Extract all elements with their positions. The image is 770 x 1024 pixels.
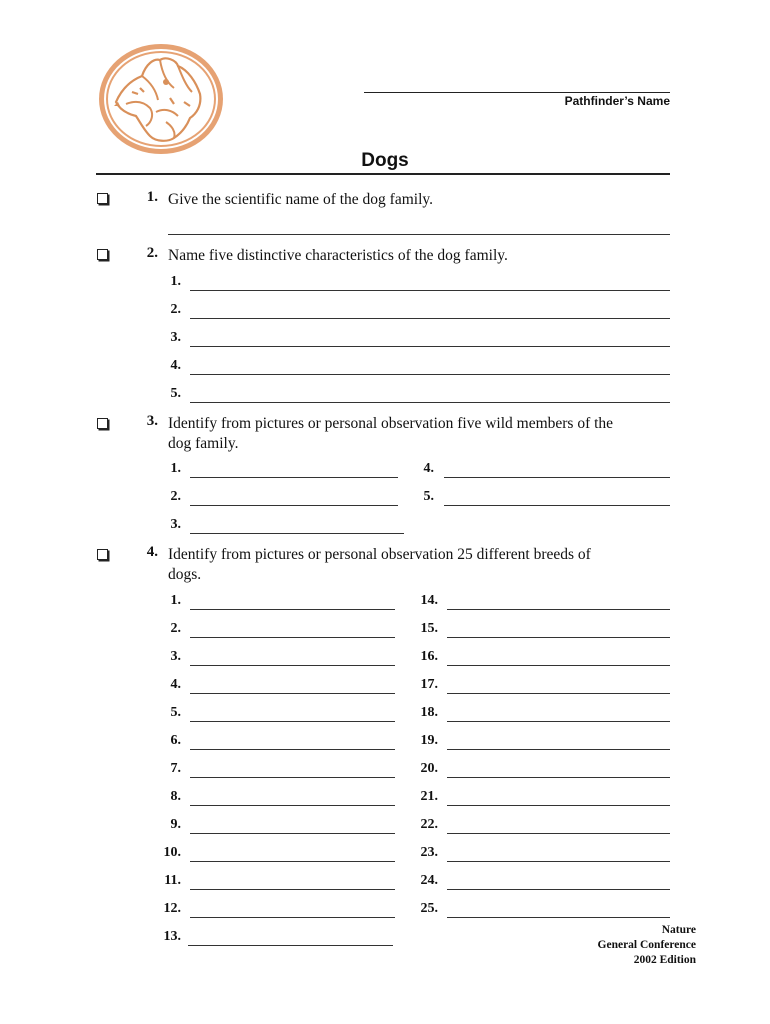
checkbox-icon[interactable] xyxy=(97,193,108,204)
answer-line[interactable] xyxy=(447,721,670,722)
item-number: 3. xyxy=(170,517,181,532)
answer-line[interactable] xyxy=(190,402,670,403)
item-number: 4. xyxy=(170,677,181,692)
item-number: 5. xyxy=(170,705,181,720)
requirement-text-line1: Identify from pictures or personal observation five wild members of the xyxy=(168,415,614,432)
answer-line[interactable] xyxy=(190,374,670,375)
requirement-number: 1. xyxy=(146,189,158,205)
footer-edition: 2002 Edition xyxy=(633,954,696,966)
footer-publisher: General Conference xyxy=(597,939,696,951)
item-number: 3. xyxy=(170,330,181,345)
item-number: 1. xyxy=(170,461,181,476)
item-number: 12. xyxy=(163,901,181,916)
item-number: 2. xyxy=(170,302,181,317)
item-number: 7. xyxy=(170,761,181,776)
answer-line[interactable] xyxy=(447,693,670,694)
answer-line[interactable] xyxy=(190,637,395,638)
item-number: 19. xyxy=(420,733,438,748)
requirement-text-line2: dog family. xyxy=(168,435,239,452)
answer-line[interactable] xyxy=(447,833,670,834)
item-number: 22. xyxy=(420,817,438,832)
answer-line[interactable] xyxy=(447,917,670,918)
title-divider xyxy=(96,173,670,175)
answer-line[interactable] xyxy=(190,318,670,319)
requirement-text-line2: dogs. xyxy=(168,566,202,583)
requirement-text: Name five distinctive characteristics of the dog family. xyxy=(168,247,508,264)
item-number: 1. xyxy=(170,593,181,608)
item-number: 25. xyxy=(420,901,438,916)
answer-line[interactable] xyxy=(447,749,670,750)
item-number: 18. xyxy=(420,705,438,720)
pathfinder-name-label: Pathfinder’s Name xyxy=(564,94,670,108)
answer-line[interactable] xyxy=(190,861,395,862)
answer-line[interactable] xyxy=(190,533,404,534)
answer-line[interactable] xyxy=(190,505,398,506)
answer-line[interactable] xyxy=(447,805,670,806)
item-number: 16. xyxy=(420,649,438,664)
item-number: 5. xyxy=(423,489,434,504)
answer-line[interactable] xyxy=(190,805,395,806)
footer-category: Nature xyxy=(661,924,696,936)
item-number: 6. xyxy=(170,733,181,748)
answer-line[interactable] xyxy=(168,234,670,235)
answer-line[interactable] xyxy=(190,777,395,778)
answer-line[interactable] xyxy=(190,749,395,750)
answer-line[interactable] xyxy=(190,693,395,694)
item-number: 23. xyxy=(420,845,438,860)
answer-line[interactable] xyxy=(447,637,670,638)
edition-footer xyxy=(598,923,696,968)
requirement-text-line1: Identify from pictures or personal observation 25 different breeds of xyxy=(168,546,591,563)
page-title: Dogs xyxy=(361,150,409,171)
item-number: 8. xyxy=(170,789,181,804)
item-number: 3. xyxy=(170,649,181,664)
item-number: 17. xyxy=(420,677,438,692)
item-number: 20. xyxy=(420,761,438,776)
item-number: 4. xyxy=(423,461,434,476)
item-number: 10. xyxy=(163,845,181,860)
dog-head-emblem-icon xyxy=(96,42,226,156)
item-number: 9. xyxy=(170,817,181,832)
answer-line[interactable] xyxy=(444,505,670,506)
requirement-number: 2. xyxy=(146,245,158,261)
pathfinder-name-line[interactable] xyxy=(364,92,670,93)
item-number: 21. xyxy=(420,789,438,804)
answer-line[interactable] xyxy=(190,889,395,890)
requirement-number: 3. xyxy=(146,413,158,429)
answer-line[interactable] xyxy=(190,917,395,918)
answer-line[interactable] xyxy=(444,477,670,478)
item-number: 14. xyxy=(420,593,438,608)
answer-line[interactable] xyxy=(190,665,395,666)
checkbox-icon[interactable] xyxy=(97,549,108,560)
checkbox-icon[interactable] xyxy=(97,249,108,260)
answer-line[interactable] xyxy=(188,945,393,946)
answer-line[interactable] xyxy=(190,721,395,722)
item-number: 1. xyxy=(170,274,181,289)
answer-line[interactable] xyxy=(190,477,398,478)
answer-line[interactable] xyxy=(447,777,670,778)
item-number: 24. xyxy=(420,873,438,888)
item-number: 2. xyxy=(170,489,181,504)
answer-line[interactable] xyxy=(447,665,670,666)
requirement-text: Give the scientific name of the dog family. xyxy=(168,191,433,208)
item-number: 13. xyxy=(163,929,181,944)
item-number: 15. xyxy=(420,621,438,636)
answer-line[interactable] xyxy=(190,609,395,610)
answer-line[interactable] xyxy=(447,889,670,890)
answer-line[interactable] xyxy=(190,290,670,291)
item-number: 11. xyxy=(164,873,181,888)
checkbox-icon[interactable] xyxy=(97,418,108,429)
answer-line[interactable] xyxy=(447,861,670,862)
item-number: 5. xyxy=(170,386,181,401)
item-number: 2. xyxy=(170,621,181,636)
requirement-number: 4. xyxy=(146,544,158,560)
item-number: 4. xyxy=(170,358,181,373)
answer-line[interactable] xyxy=(190,833,395,834)
answer-line[interactable] xyxy=(447,609,670,610)
answer-line[interactable] xyxy=(190,346,670,347)
